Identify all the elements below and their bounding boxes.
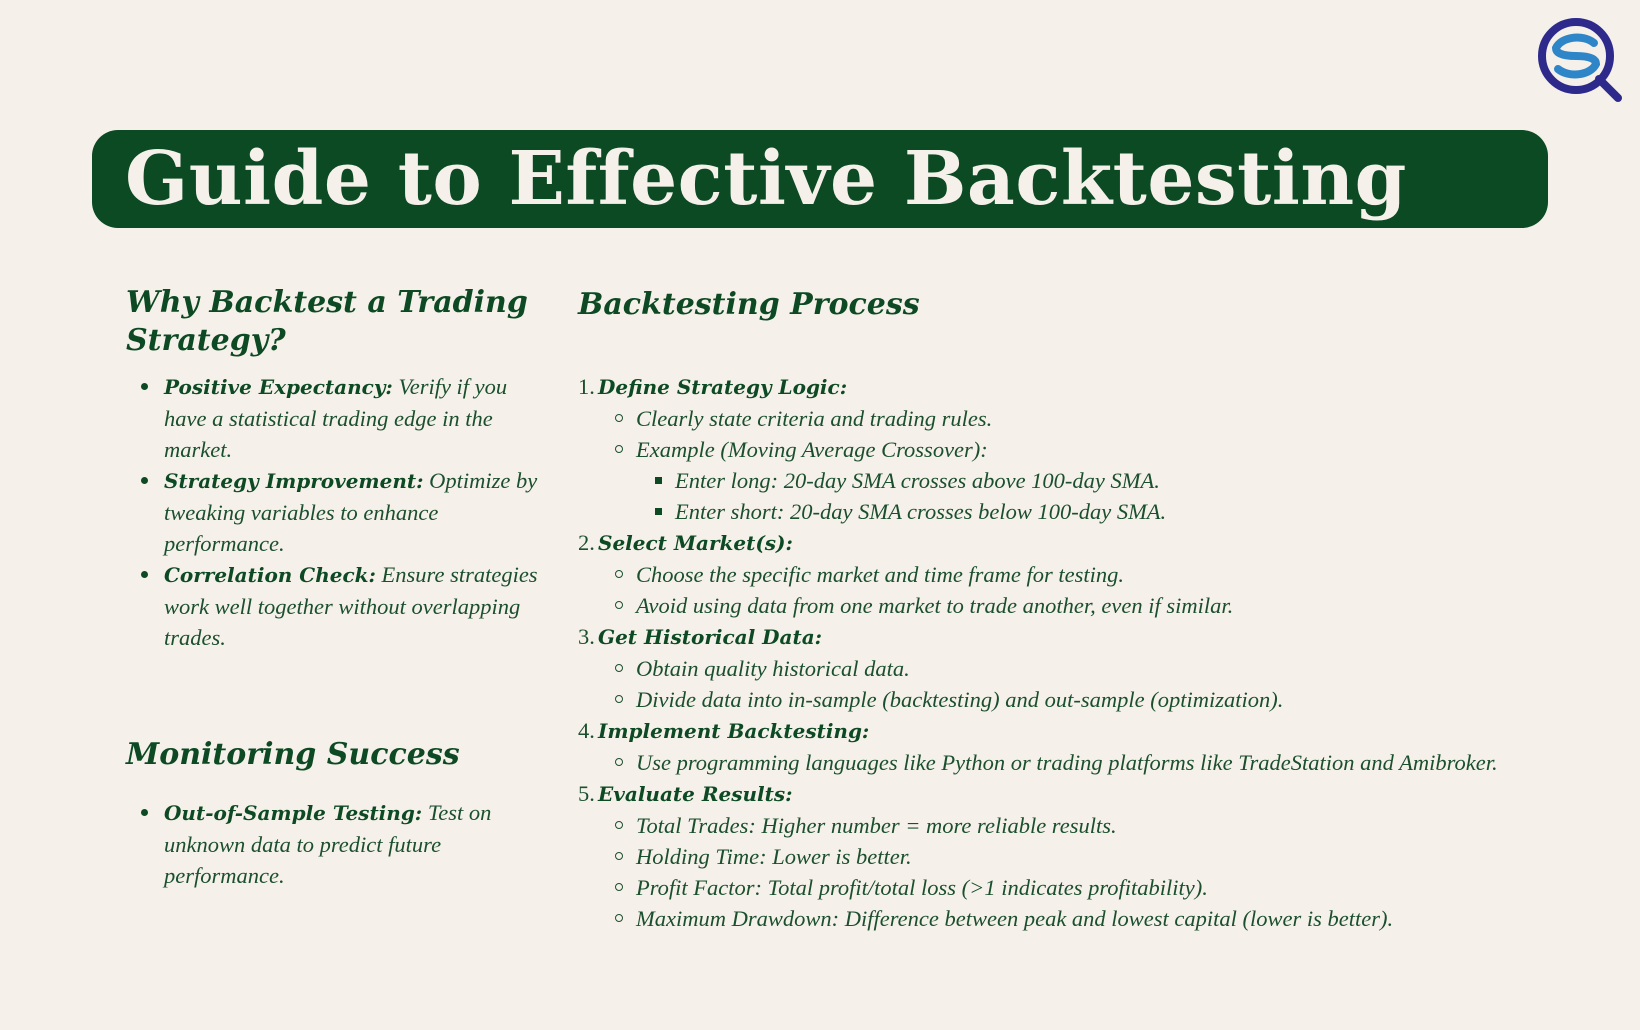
step-number: 2. [578,530,595,555]
title-banner [92,130,1548,228]
step-title: Select Market(s): [598,531,793,555]
item-label: Correlation Check: [164,563,376,587]
list-item [126,465,546,559]
process-step [578,778,1598,934]
item-label: Strategy Improvement: [164,469,424,493]
circle-bullet-icon [615,445,623,453]
step-detail: Clearly state criteria and trading rules. [578,403,1598,434]
circle-bullet-icon [615,883,623,891]
circle-bullet-icon [615,414,623,422]
step-number: 5. [578,781,595,806]
process-step [578,621,1598,715]
step-example: Enter short: 20-day SMA crosses below 100-day SMA. [578,496,1598,527]
page-title: Guide to Effective Backtesting [125,136,1407,222]
step-title: Implement Backtesting: [598,719,870,743]
item-text: Test on unknown data to predict future performance. [164,800,492,888]
list-item [126,797,546,891]
step-detail: Avoid using data from one market to trade another, even if similar. [578,590,1598,621]
bullet-icon [141,571,148,578]
step-title: Evaluate Results: [598,782,793,806]
process-step [578,371,1598,527]
bullet-icon [141,383,148,390]
circle-bullet-icon [615,601,623,609]
circle-bullet-icon [615,570,623,578]
step-detail: Holding Time: Lower is better. [578,841,1598,872]
why-backtest-list [126,371,546,653]
list-item [126,559,546,653]
square-bullet-icon [655,477,662,484]
item-text: Verify if you have a statistical trading edge in the market. [164,374,508,462]
item-text: Optimize by tweaking variables to enhance performance. [164,468,538,556]
why-backtest-heading: Why Backtest a Trading Strategy? [126,285,528,358]
step-detail: Use programming languages like Python or trading platforms like TradeStation and Amibroker. [578,747,1598,778]
circle-bullet-icon [615,695,623,703]
bullet-icon [141,477,148,484]
process-step [578,715,1598,778]
step-detail: Maximum Drawdown: Difference between peak and lowest capital (lower is better). [578,903,1598,934]
step-number: 3. [578,624,595,649]
step-detail: Divide data into in-sample (backtesting) and out-sample (optimization). [578,684,1598,715]
step-title: Define Strategy Logic: [598,375,848,399]
circle-bullet-icon [615,914,623,922]
item-text: Ensure strategies work well together without overlapping trades. [164,562,538,650]
step-example: Enter long: 20-day SMA crosses above 100-day SMA. [578,465,1598,496]
step-number: 1. [578,374,595,399]
step-detail: Total Trades: Higher number = more reliable results. [578,810,1598,841]
monitoring-list [126,797,546,891]
bullet-icon [141,809,148,816]
backtesting-process-heading: Backtesting Process [578,287,920,322]
process-steps [578,371,1598,934]
circle-bullet-icon [615,852,623,860]
step-title: Get Historical Data: [598,625,823,649]
sq-logo-icon [1536,16,1624,104]
monitoring-success-heading: Monitoring Success [126,737,460,772]
step-detail: Choose the specific market and time frame for testing. [578,559,1598,590]
step-detail: Profit Factor: Total profit/total loss (>1 indicates profitability). [578,872,1598,903]
circle-bullet-icon [615,664,623,672]
process-step [578,527,1598,621]
list-item [126,371,546,465]
item-label: Out-of-Sample Testing: [164,801,423,825]
step-number: 4. [578,718,595,743]
step-detail: Example (Moving Average Crossover): [578,434,1598,465]
item-label: Positive Expectancy: [164,375,393,399]
step-detail: Obtain quality historical data. [578,653,1598,684]
circle-bullet-icon [615,758,623,766]
circle-bullet-icon [615,821,623,829]
square-bullet-icon [655,508,662,515]
